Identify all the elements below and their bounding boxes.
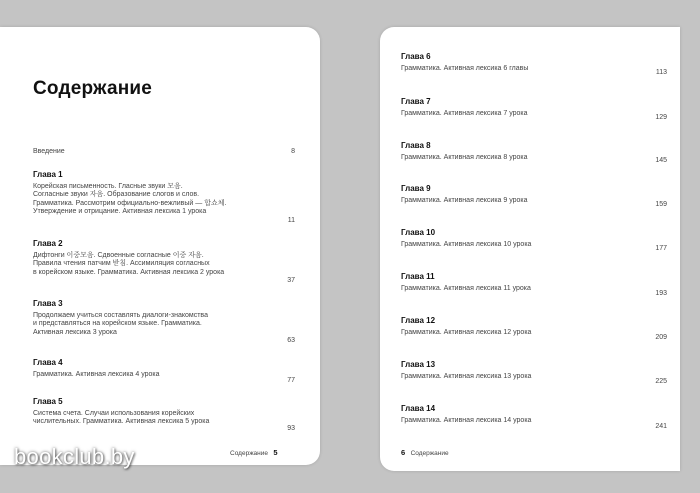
chapter-title: Глава 12 [401,316,436,325]
toc-chapter-6 [401,53,528,73]
chapter-line: Грамматика. Рассмотрим официально-вежливый — 합쇼체. [33,199,227,207]
chapter-title: Глава 13 [401,360,436,369]
chapter-page: 37 [287,277,295,284]
chapter-line: Грамматика. Активная лексика 6 главы [401,64,529,72]
chapter-page: 145 [655,157,667,164]
chapter-line: Грамматика. Активная лексика 9 урока [401,196,528,204]
chapter-title: Глава 4 [33,358,63,367]
chapter-line: Грамматика. Активная лексика 13 урока [401,372,532,380]
toc-chapter-9 [401,185,528,205]
toc-chapter-10 [401,229,531,249]
chapter-title: Глава 14 [401,404,436,413]
page-number: 6 [401,448,406,457]
chapter-title: Глава 7 [401,97,431,106]
chapter-line: Корейская письменность. Гласные звуки 모음. [33,182,183,190]
watermark-text: bookclub.by [14,444,135,469]
chapter-title: Глава 2 [33,239,63,248]
chapter-line: Система счета. Случаи использования корейских [33,409,195,417]
chapter-page: 11 [287,217,295,224]
toc-chapter-12 [401,317,531,337]
chapter-line: Грамматика. Активная лексика 14 урока [401,416,532,424]
chapter-title: Глава 1 [33,170,63,179]
chapter-title: Глава 8 [401,141,431,150]
chapter-line: в корейском языке. Грамматика. Активная лексика 2 урока [33,268,225,276]
right-footer [401,448,449,457]
chapter-line: Продолжаем учиться составлять диалоги-знакомства [33,311,208,319]
chapter-title: Глава 6 [401,52,431,61]
chapter-line: Дифтонги 이중모음. Сдвоенные согласные 이중 자음. [33,251,204,259]
toc-chapter-1 [33,171,226,217]
chapter-line: Грамматика. Активная лексика 8 урока [401,153,528,161]
chapter-page: 77 [287,377,295,384]
chapter-page: 93 [287,425,295,432]
chapter-line: Утверждение и отрицание. Активная лексика 1 урока [33,208,207,216]
chapter-line: Активная лексика 3 урока [33,328,117,336]
footer-label: Содержание [410,450,449,457]
toc-intro [33,148,65,157]
chapter-page: 129 [655,114,667,121]
chapter-title: Глава 9 [401,184,431,193]
chapter-page: 113 [655,69,667,76]
chapter-line: Грамматика. Активная лексика 4 урока [33,370,160,378]
toc-chapter-13 [401,361,531,381]
chapter-line: Грамматика. Активная лексика 7 урока [401,109,528,117]
toc-chapter-3 [33,300,208,337]
toc-chapter-11 [401,273,531,293]
chapter-page: 159 [655,201,667,208]
chapter-page: 225 [655,378,667,385]
chapter-page: 63 [287,337,295,344]
chapter-line: Правила чтения патчим 받침. Ассимиляция согласных [33,260,210,268]
chapter-title: Глава 5 [33,397,63,406]
chapter-title: Глава 10 [401,228,436,237]
chapter-line: Грамматика. Активная лексика 12 урока [401,328,532,336]
toc-chapter-8 [401,142,528,162]
left-footer [230,448,278,457]
chapter-title: Глава 11 [401,272,435,281]
chapter-page: 193 [655,290,667,297]
toc-intro-label: Введение [33,148,65,155]
chapter-line: Грамматика. Активная лексика 10 урока [401,240,532,248]
chapter-line: Грамматика. Активная лексика 11 урока [401,284,531,292]
toc-chapter-7 [401,98,528,118]
toc-intro-page: 8 [291,148,295,155]
chapter-page: 177 [655,245,667,252]
toc-chapter-14 [401,405,531,425]
chapter-page: 209 [655,334,667,341]
chapter-title: Глава 3 [33,299,63,308]
page-number: 5 [273,448,278,457]
chapter-line: числительных. Грамматика. Активная лексика 5 урока [33,418,210,426]
chapter-line: и представляться на корейском языке. Грамматика. [33,320,202,328]
toc-chapter-2 [33,240,224,277]
page-title: Содержание [33,78,153,99]
toc-chapter-4 [33,359,160,379]
footer-label: Содержание [230,450,268,457]
chapter-line: Согласные звуки 자음. Образование слогов и слов. [33,191,200,199]
chapter-page: 241 [655,423,667,430]
toc-chapter-5 [33,398,209,427]
